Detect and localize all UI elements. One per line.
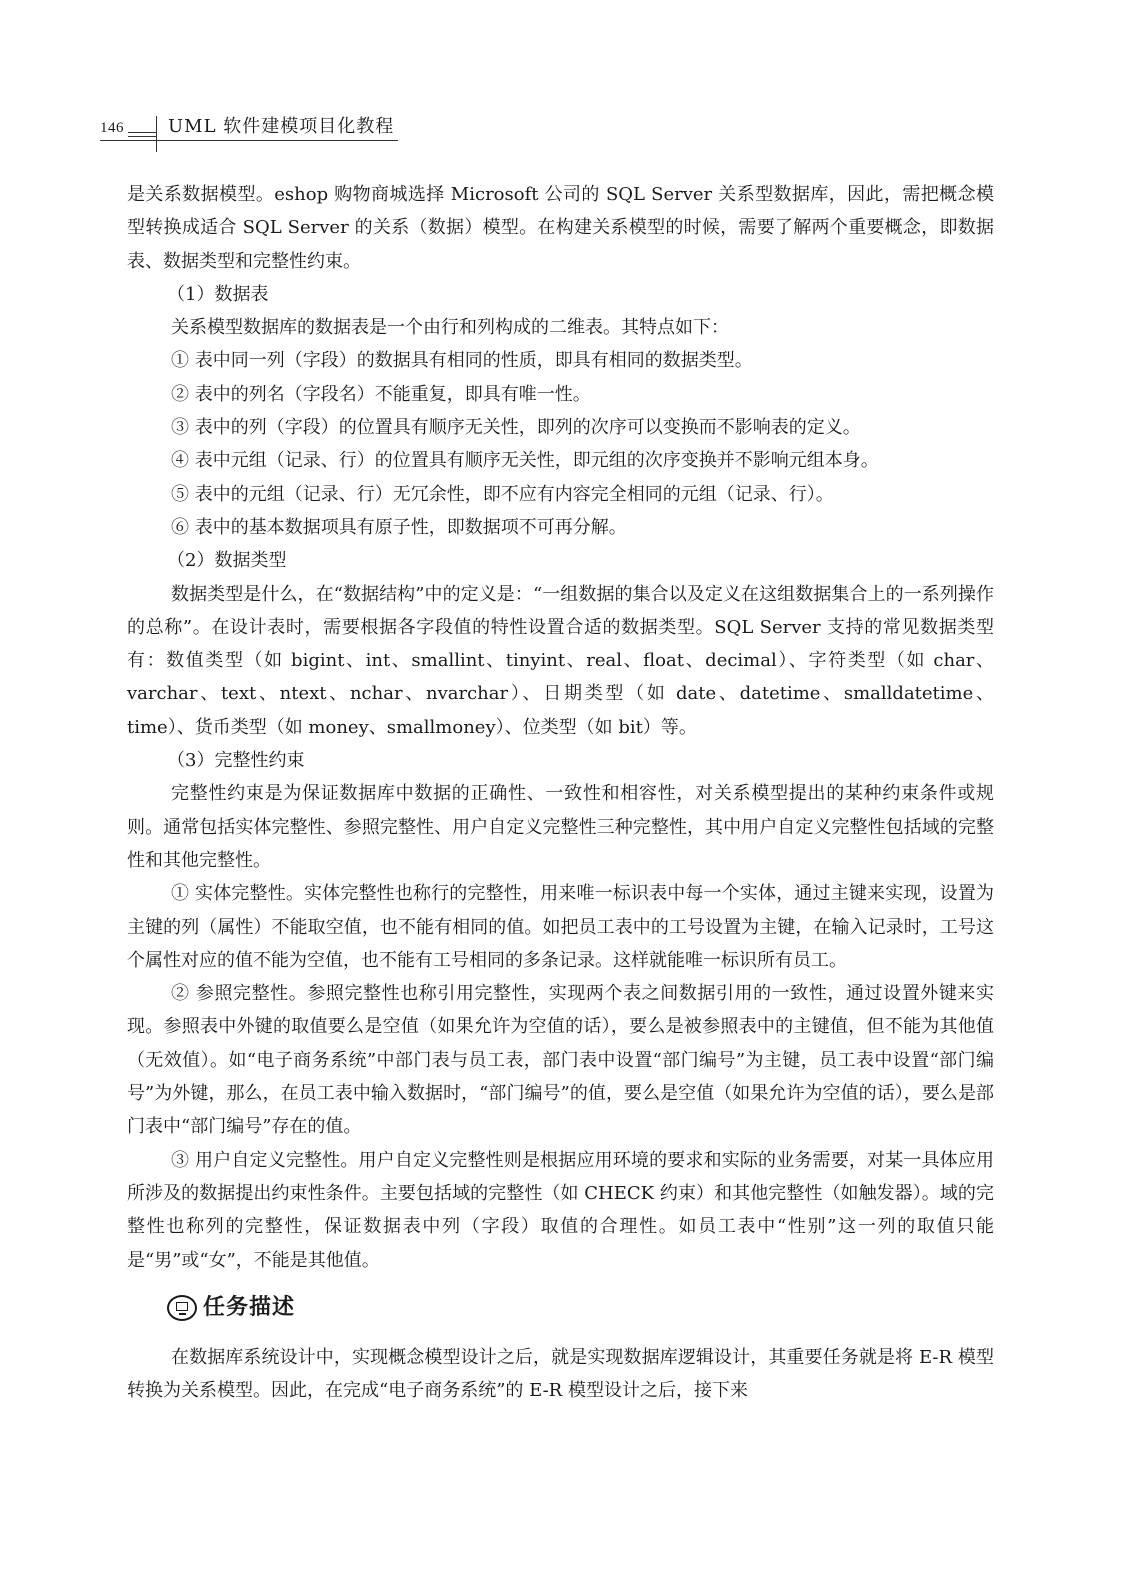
subheading-data-table: （1）数据表	[167, 283, 269, 305]
list-item: ⑤ 表中的元组（记录、行）无冗余性，即不应有内容完全相同的元组（记录、行）。	[171, 483, 834, 505]
paragraph: 在数据库系统设计中，实现概念模型设计之后，就是实现数据库逻辑设计，其重要任务就是将 E-R 模型转换为关系模型。因此，在完成“电子商务系统”的 E-R 模型设计之后，接下来	[127, 1346, 994, 1402]
subheading-integrity: （3）完整性约束	[167, 750, 305, 772]
list-item: ④ 表中元组（记录、行）的位置具有顺序无关性，即元组的次序变换并不影响元组本身。	[171, 450, 879, 472]
header-rule	[128, 136, 156, 137]
section-title	[167, 1280, 994, 1336]
monitor-icon	[167, 1295, 197, 1321]
paragraph: 关系模型数据库的数据表是一个由行和列构成的二维表。其特点如下：	[171, 317, 729, 339]
list-item: ① 表中同一列（字段）的数据具有相同的性质，即具有相同的数据类型。	[171, 350, 753, 372]
paragraph: 数据类型是什么，在“数据结构”中的定义是：“一组数据的集合以及定义在这组数据集合上的一系列操作的总称”。在设计表时，需要根据各字段值的特性设置合适的数据类型。SQL Server 支持的常见数据类型有：数值类型（如 bigint、int、smallint、tinyint、real、float、decimal）、字符类型（如 char、varchar、text、ntext、nchar、nvarchar）、日期类型（如 date、datetime、smalldatetime、time）、货币类型（如 money、smallmoney）、位类型（如 bit）等。	[127, 583, 994, 738]
page-body	[127, 178, 994, 1407]
list-item: ③ 表中的列（字段）的位置具有顺序无关性，即列的次序可以变换而不影响表的定义。	[171, 417, 861, 439]
subheading-data-type: （2）数据类型	[167, 550, 287, 572]
section-title-label: 任务描述	[203, 1295, 296, 1321]
header-rule	[100, 140, 398, 141]
page-number: 146	[100, 120, 124, 136]
paragraph: ③ 用户自定义完整性。用户自定义完整性则是根据应用环境的要求和实际的业务需要，对某一具体应用所涉及的数据提出约束性条件。主要包括域的完整性（如 CHECK 约束）和其他完整性（如触发器）。域的完整性也称列的完整性，保证数据表中列（字段）取值的合理性。如员工表中“性别”这一列的取值只能是“男”或“女”，不能是其他值。	[127, 1149, 994, 1271]
paragraph: 完整性约束是为保证数据库中数据的正确性、一致性和相容性，对关系模型提出的某种约束条件或规则。通常包括实体完整性、参照完整性、用户自定义完整性三种完整性，其中用户自定义完整性包括域的完整性和其他完整性。	[127, 783, 994, 871]
paragraph: ① 实体完整性。实体完整性也称行的完整性，用来唯一标识表中每一个实体，通过主键来实现，设置为主键的列（属性）不能取空值，也不能有相同的值。如把员工表中的工号设置为主键，在输入记录时，工号这个属性对应的值不能为空值，也不能有工号相同的多条记录。这样就能唯一标识所有员工。	[127, 883, 994, 971]
list-item: ⑥ 表中的基本数据项具有原子性，即数据项不可再分解。	[171, 516, 627, 538]
list-item: ② 表中的列名（字段名）不能重复，即具有唯一性。	[171, 383, 591, 405]
paragraph: 是关系数据模型。eshop 购物商城选择 Microsoft 公司的 SQL Server 关系型数据库，因此，需把概念模型转换成适合 SQL Server 的关系（数据）模型。在构建关系模型的时候，需要了解两个重要概念，即数据表、数据类型和完整性约束。	[127, 184, 994, 272]
book-title: UML 软件建模项目化教程	[168, 116, 395, 137]
page-header	[100, 108, 400, 148]
header-rule	[128, 132, 156, 133]
paragraph: ② 参照完整性。参照完整性也称引用完整性，实现两个表之间数据引用的一致性，通过设置外键来实现。参照表中外键的取值要么是空值（如果允许为空值的话），要么是被参照表中的主键值，但不能为其他值（无效值）。如“电子商务系统”中部门表与员工表，部门表中设置“部门编号”为主键，员工表中设置“部门编号”为外键，那么，在员工表中输入数据时，“部门编号”的值，要么是空值（如果允许为空值的话），要么是部门表中“部门编号”存在的值。	[127, 983, 994, 1138]
header-divider	[156, 116, 157, 152]
